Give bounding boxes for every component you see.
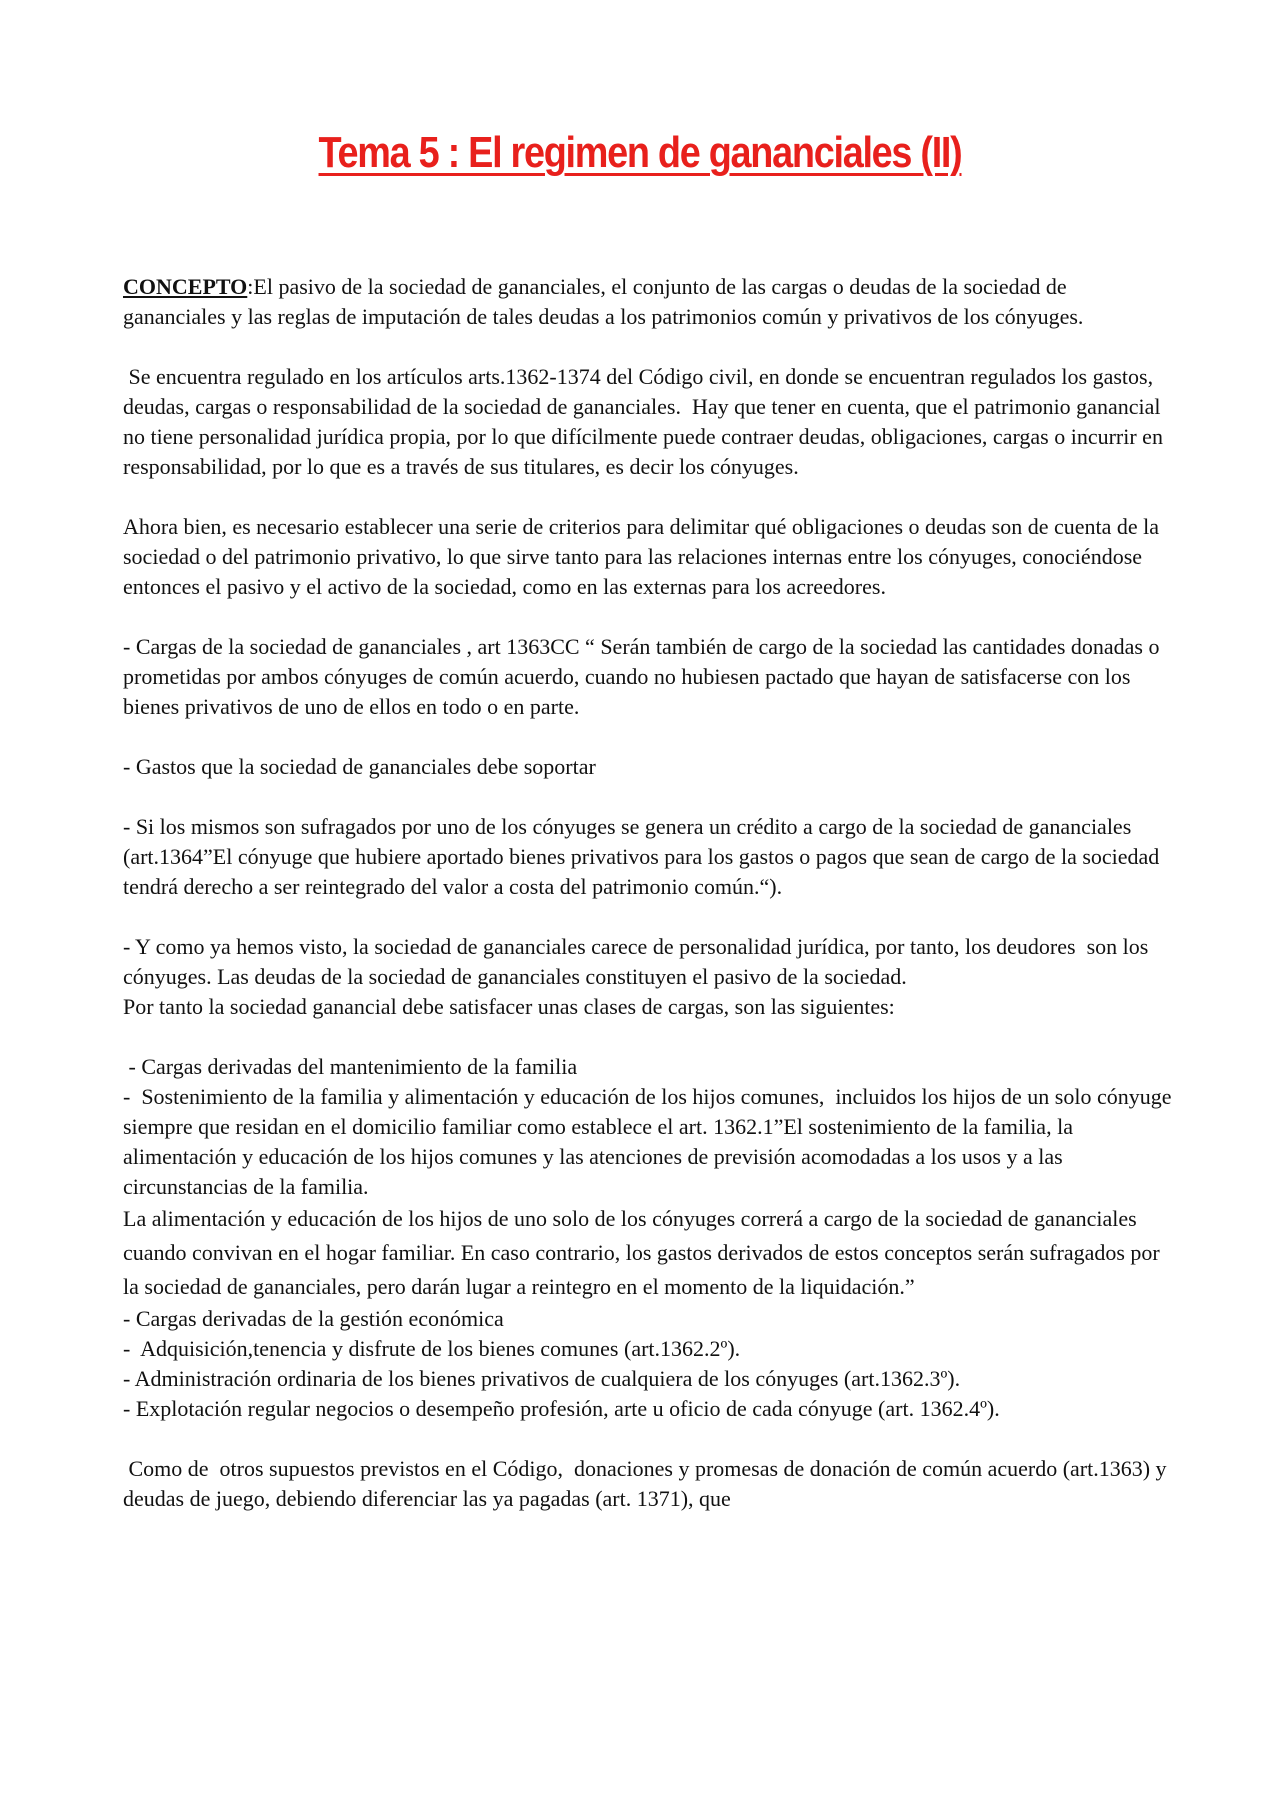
paragraph-deudores: - Y como ya hemos visto, la sociedad de gananciales carece de personalidad jurídica, por tanto, los deudores son los cónyuges. Las deudas de la sociedad de gananciales constituyen el pasivo de la sociedad. bbox=[123, 934, 1154, 989]
paragraph-clases: Por tanto la sociedad ganancial debe satisfacer unas clases de cargas, son las siguientes: bbox=[123, 994, 895, 1019]
document-body bbox=[123, 272, 1177, 1514]
paragraph-otros-supuestos: Como de otros supuestos previstos en el Código, donaciones y promesas de donación de común acuerdo (art.1363) y deudas de juego, debiendo diferenciar las ya pagadas (art. 1371), que bbox=[123, 1456, 1173, 1511]
paragraph-alimentacion: La alimentación y educación de los hijos de uno solo de los cónyuges correrá a cargo de la sociedad de gananciales cuando convivan en el hogar familiar. En caso contrario, los gastos derivados de estos conceptos serán sufragados por la sociedad de gananciales, pero darán lugar a reintegro en el momento de la liquidación.” bbox=[123, 1206, 1160, 1299]
list-item-adquisicion: - Adquisición,tenencia y disfrute de los bienes comunes (art.1362.2º). bbox=[123, 1336, 741, 1361]
list-item-administracion: - Administración ordinaria de los bienes privativos de cualquiera de los cónyuges (art.1362.3º). bbox=[123, 1366, 961, 1391]
list-item-gestion: - Cargas derivadas de la gestión económica bbox=[123, 1306, 504, 1331]
list-item-sostenimiento: - Sostenimiento de la familia y alimentación y educación de los hijos comunes, incluidos los hijos de un solo cónyuge siempre que residan en el domicilio familiar como establece el art. 1362.1”El sostenimiento de la familia, la alimentación y educación de los hijos comunes y las atenciones de previsión acomodadas a los usos y a las circunstancias de la familia. bbox=[123, 1084, 1177, 1199]
paragraph-criteria: Ahora bien, es necesario establecer una serie de criterios para delimitar qué obligaciones o deudas son de cuenta de la sociedad o del patrimonio privativo, lo que sirve tanto para las relaciones internas entre los cónyuges, conociéndose entonces el pasivo y el activo de la sociedad, como en las externas para los acreedores. bbox=[123, 514, 1160, 599]
page-title: Tema 5 : El regimen de gananciales (II) bbox=[318, 128, 962, 177]
list-item-familia: - Cargas derivadas del mantenimiento de la familia bbox=[123, 1054, 578, 1079]
paragraph-cargas: - Cargas de la sociedad de gananciales , art 1363CC “ Serán también de cargo de la sociedad las cantidades donadas o prometidas por ambos cónyuges de común acuerdo, cuando no hubiesen pactado que hayan de satisfacerse con los bienes privativos de uno de ellos en todo o en parte. bbox=[123, 634, 1160, 719]
paragraph-regulation: Se encuentra regulado en los artículos arts.1362-1374 del Código civil, en donde se encuentran regulados los gastos, deudas, cargas o responsabilidad de la sociedad de gananciales. Hay que tener en cuenta, que el patrimonio ganancial no tiene personalidad jurídica propia, por lo que difícilmente puede contraer deudas, obligaciones, cargas o incurrir en responsabilidad, por lo que es a través de sus titulares, es decir los cónyuges. bbox=[123, 364, 1169, 479]
list-item-explotacion: - Explotación regular negocios o desempeño profesión, arte u oficio de cada cónyuge (art. 1362.4º). bbox=[123, 1396, 1000, 1421]
paragraph-credito: - Si los mismos son sufragados por uno de los cónyuges se genera un crédito a cargo de la sociedad de gananciales (art.1364”El cónyuge que hubiere aportado bienes privativos para los gastos o pagos que sean de cargo de la sociedad tendrá derecho a ser reintegrado del valor a costa del patrimonio común.“). bbox=[123, 814, 1160, 899]
paragraph-gastos: - Gastos que la sociedad de gananciales debe soportar bbox=[123, 754, 596, 779]
concept-label: CONCEPTO bbox=[123, 274, 248, 299]
concept-paragraph bbox=[123, 272, 1173, 332]
concept-text: :El pasivo de la sociedad de gananciales, el conjunto de las cargas o deudas de la sociedad de gananciales y las reglas de imputación de tales deudas a los patrimonios común y privativos de los cónyuges. bbox=[123, 274, 1084, 329]
